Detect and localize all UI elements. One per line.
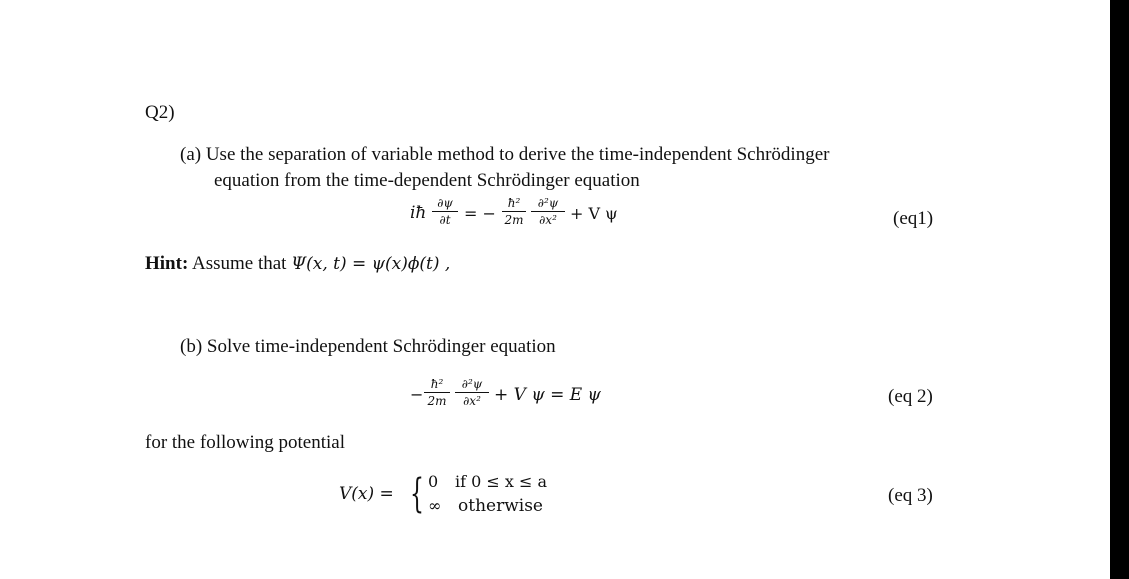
hint-label: Hint: <box>145 253 189 274</box>
part-a-prompt-line2: equation from the time-dependent Schrödinger equation <box>214 170 640 191</box>
question-label: Q2) <box>145 102 175 123</box>
part-a-prompt-line1: (a) Use the separation of variable method to derive the time-independent Schrödinger <box>180 144 830 165</box>
eq1-prefix: iħ <box>410 203 427 223</box>
eq2-fraction-hbar <box>424 377 450 408</box>
eq1-frac-den: ∂t <box>439 213 451 227</box>
eq1-fraction-dpsi-dt <box>432 196 458 227</box>
eq2-tail: + V ψ = E ψ <box>494 385 601 405</box>
eq1-frac1-num: ħ² <box>507 196 521 210</box>
right-edge-bar <box>1110 0 1129 579</box>
eq1-frac2-den: ∂x² <box>539 213 557 227</box>
eq2-fraction-d2psi <box>455 377 489 408</box>
eq3-brace: { <box>410 471 424 517</box>
eq1-frac1-den: 2m <box>504 213 524 227</box>
eq1-frac-num: ∂ψ <box>437 196 453 210</box>
eq2-tag: (eq 2) <box>888 386 933 407</box>
hint-text: Assume that <box>191 253 287 274</box>
part-b-prompt: (b) Solve time-independent Schrödinger equation <box>180 336 556 357</box>
hint-formula: Ψ(x, t) = ψ(x)ϕ(t) , <box>291 254 451 274</box>
eq3-case2-condition: otherwise <box>458 496 543 516</box>
eq1-equals: = − <box>464 204 496 223</box>
eq1-tail: + V ψ <box>570 204 618 223</box>
eq3-tag: (eq 3) <box>888 485 933 506</box>
eq3-case2-value: ∞ <box>428 496 442 515</box>
eq3-case1-value: 0 <box>428 472 439 491</box>
eq2-frac1-den: 2m <box>427 394 447 408</box>
potential-intro: for the following potential <box>145 432 345 453</box>
eq1-tag: (eq1) <box>893 208 934 229</box>
eq3-lhs: V(x) = <box>339 484 394 504</box>
hint-line <box>145 253 450 275</box>
eq2-frac2-num: ∂²ψ <box>461 377 483 391</box>
eq2-frac2-den: ∂x² <box>463 394 481 408</box>
eq3-case1-condition: if 0 ≤ x ≤ a <box>455 472 548 491</box>
eq2-frac1-num: ħ² <box>430 377 444 391</box>
eq1-fraction-hbar <box>502 196 526 227</box>
eq1-fraction-d2psi <box>531 196 565 227</box>
eq2-minus: − <box>410 385 424 404</box>
eq1-frac2-num: ∂²ψ <box>537 196 559 210</box>
